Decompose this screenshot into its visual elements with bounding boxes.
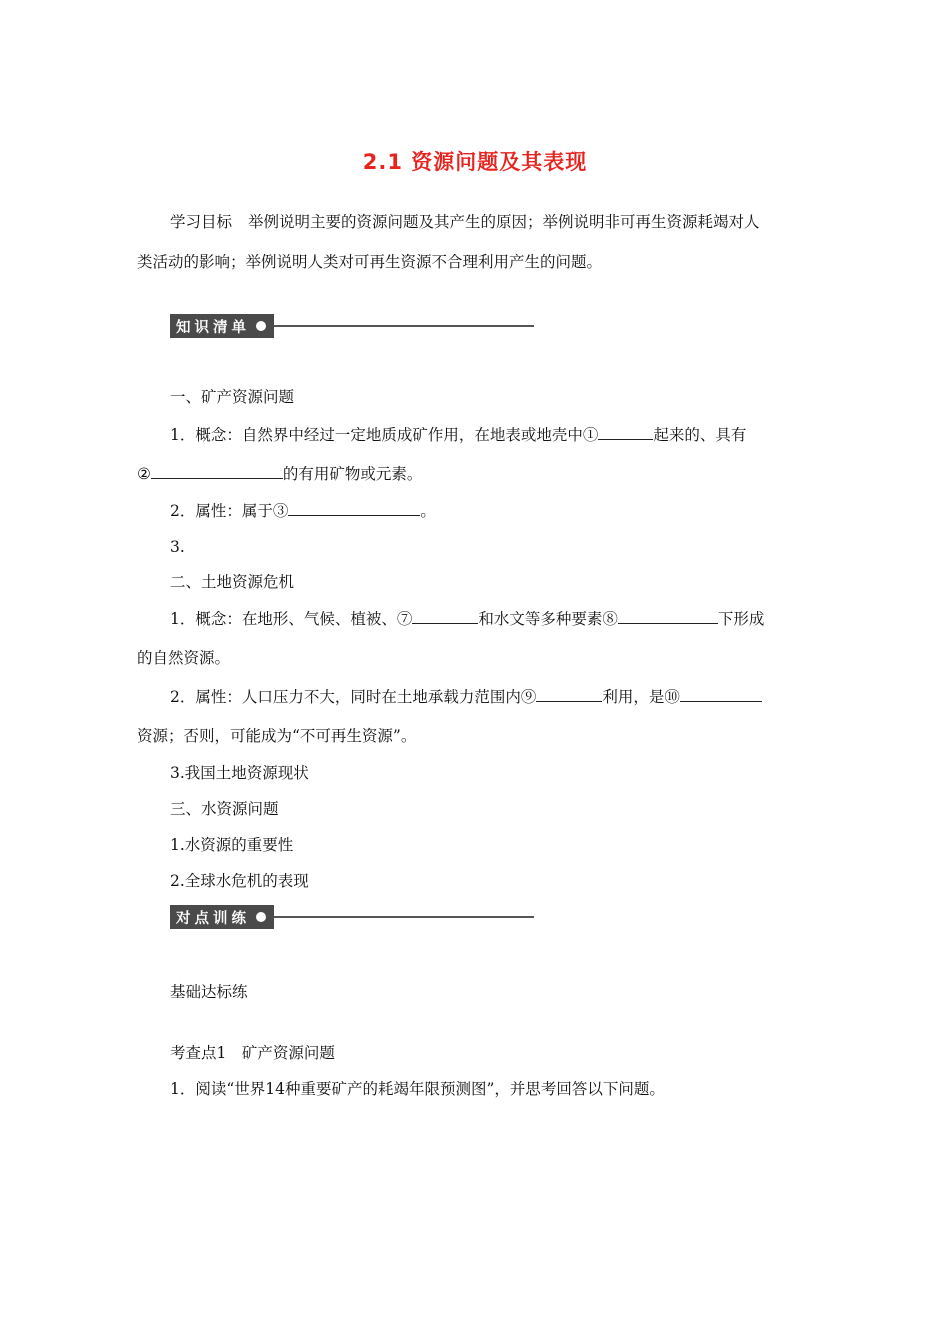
page-title: 2.1 资源问题及其表现 bbox=[362, 150, 588, 174]
answer-blank-9[interactable] bbox=[536, 686, 602, 702]
answer-blank-1[interactable] bbox=[598, 424, 653, 440]
land-attribute-line-2: 资源；否则，可能成为“不可再生资源”。 bbox=[137, 727, 417, 745]
section-banner-knowledge bbox=[170, 314, 534, 338]
text-fragment: 下形成 bbox=[717, 610, 765, 628]
text-fragment: 利用，是⑩ bbox=[602, 688, 680, 706]
text-fragment: 1．概念：自然界中经过一定地质成矿作用，在地表或地壳中① bbox=[170, 426, 599, 444]
bullet-dot-icon bbox=[256, 321, 266, 331]
section-banner-practice bbox=[170, 905, 534, 929]
question-1: 1．阅读“世界14种重要矿产的耗竭年限预测图”，并思考回答以下问题。 bbox=[170, 1080, 665, 1098]
practice-level: 基础达标练 bbox=[170, 983, 248, 1001]
section-heading-land: 二、土地资源危机 bbox=[170, 573, 295, 591]
minerals-attribute-line bbox=[170, 500, 436, 521]
banner-rule bbox=[274, 916, 534, 918]
minerals-concept-line-2 bbox=[137, 463, 422, 484]
objective-label: 学习目标 bbox=[170, 213, 233, 231]
answer-blank-3[interactable] bbox=[288, 500, 420, 516]
water-item-1: 1.水资源的重要性 bbox=[170, 836, 294, 854]
water-item-2: 2.全球水危机的表现 bbox=[170, 872, 309, 890]
answer-blank-7[interactable] bbox=[412, 608, 478, 624]
answer-blank-8[interactable] bbox=[618, 608, 718, 624]
text-fragment: 起来的、具有 bbox=[653, 426, 747, 444]
text-fragment: 。 bbox=[420, 502, 436, 520]
objective-text-1: 举例说明主要的资源问题及其产生的原因；举例说明非可再生资源耗竭对人 bbox=[248, 213, 760, 231]
text-fragment: 2．属性：人口压力不大，同时在土地承载力范围内⑨ bbox=[170, 688, 537, 706]
text-fragment: 的有用矿物或元素。 bbox=[282, 465, 423, 483]
text-fragment: 和水文等多种要素⑧ bbox=[478, 610, 618, 628]
section-heading-minerals: 一、矿产资源问题 bbox=[170, 388, 295, 406]
minerals-concept-line-1 bbox=[170, 424, 746, 445]
text-fragment: 1．概念：在地形、气候、植被、⑦ bbox=[170, 610, 413, 628]
bullet-dot-icon bbox=[256, 912, 266, 922]
banner-rule bbox=[274, 325, 534, 327]
land-concept-line-2: 的自然资源。 bbox=[137, 649, 231, 667]
land-concept-line-1 bbox=[170, 608, 764, 629]
objective-line-2: 类活动的影响；举例说明人类对可再生资源不合理利用产生的问题。 bbox=[137, 253, 603, 271]
text-fragment: 2．属性：属于③ bbox=[170, 502, 289, 520]
land-item-3: 3.我国土地资源现状 bbox=[170, 764, 309, 782]
objective-line-1 bbox=[170, 212, 760, 232]
text-fragment: ② bbox=[137, 465, 151, 483]
land-attribute-line-1 bbox=[170, 686, 762, 707]
banner-label-box bbox=[170, 314, 274, 338]
practice-point: 考查点1 矿产资源问题 bbox=[170, 1044, 335, 1062]
answer-blank-2[interactable] bbox=[151, 463, 283, 479]
banner-label: 知识清单 bbox=[176, 319, 250, 336]
banner-label-box bbox=[170, 905, 274, 929]
minerals-item-3: 3. bbox=[170, 538, 185, 556]
banner-label: 对点训练 bbox=[176, 910, 250, 927]
answer-blank-10[interactable] bbox=[680, 686, 762, 702]
section-heading-water: 三、水资源问题 bbox=[170, 800, 279, 818]
